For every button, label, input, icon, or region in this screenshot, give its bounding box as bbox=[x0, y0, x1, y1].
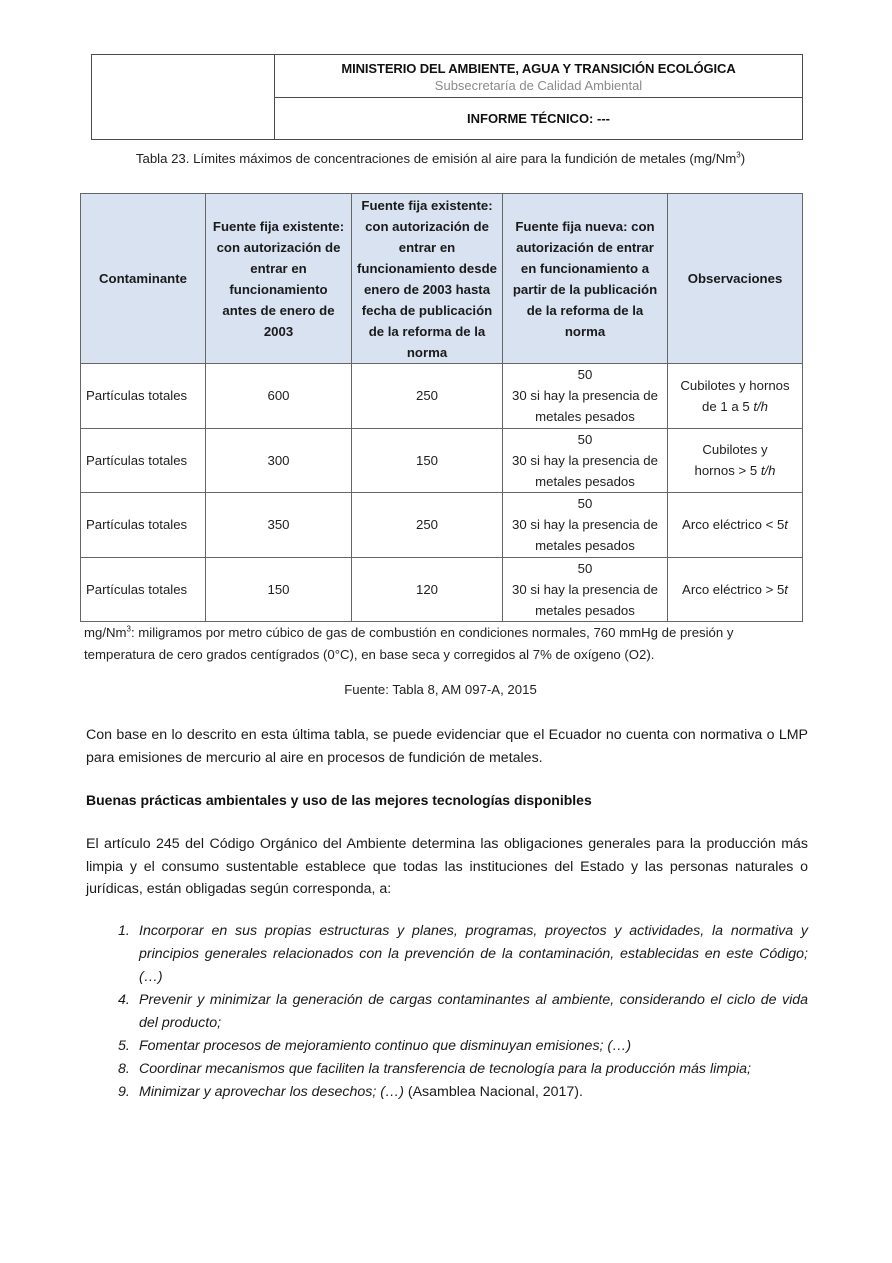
caption-superscript: 3 bbox=[736, 150, 741, 160]
cell-observations bbox=[668, 493, 803, 558]
subsecretariat-name: Subsecretaría de Calidad Ambiental bbox=[434, 78, 643, 93]
table-header-row bbox=[81, 194, 803, 364]
cell-observations bbox=[668, 428, 803, 493]
cell-new-source bbox=[503, 364, 668, 429]
list-item-citation: (Asamblea Nacional, 2017). bbox=[403, 1084, 583, 1100]
new-source-value: 50 bbox=[577, 367, 593, 383]
cell-existing-2003-reform: 250 bbox=[352, 493, 503, 558]
new-source-note: 30 si hay la presencia de metales pesados bbox=[512, 452, 658, 489]
new-source-note: 30 si hay la presencia de metales pesados bbox=[512, 517, 658, 554]
section-heading: Buenas prácticas ambientales y uso de las mejores tecnologías disponibles bbox=[86, 792, 592, 808]
footnote-unit: mg/Nm bbox=[84, 625, 127, 640]
report-title: INFORME TÉCNICO: --- bbox=[467, 111, 610, 126]
table-row bbox=[81, 493, 803, 558]
cell-existing-pre2003: 300 bbox=[206, 428, 352, 493]
observation-unit: t bbox=[784, 517, 788, 533]
cell-existing-pre2003: 350 bbox=[206, 493, 352, 558]
observation-unit: t bbox=[784, 581, 788, 597]
list-item bbox=[118, 989, 808, 1035]
cell-contaminant: Partículas totales bbox=[81, 557, 206, 622]
cell-existing-2003-reform: 150 bbox=[352, 428, 503, 493]
list-item bbox=[118, 920, 808, 989]
column-header-existing-2003-reform: Fuente fija existente: con autorización de entrar en funcionamiento desde enero de 2003 hasta fecha de publicación de la reforma de la norma bbox=[352, 194, 503, 364]
table-row bbox=[81, 364, 803, 429]
footnote-superscript: 3 bbox=[126, 624, 131, 634]
footnote-text: : miligramos por metro cúbico de gas de combustión en condiciones normales, 760 mmHg de presión y temperatura de cero grados centígrados (0°C), en base seca y corregidos al 7% de oxígeno (O2). bbox=[84, 625, 734, 662]
list-item-number: 1. bbox=[118, 923, 130, 939]
list-item-text: Fomentar procesos de mejoramiento continuo que disminuyan emisiones; (…) bbox=[139, 1038, 632, 1054]
observation-unit: t/h bbox=[760, 463, 776, 479]
column-header-existing-pre2003: Fuente fija existente: con autorización de entrar en funcionamiento antes de enero de 2003 bbox=[206, 194, 352, 364]
observation-unit: t/h bbox=[753, 398, 768, 414]
column-header-new-source: Fuente fija nueva: con autorización de entrar en funcionamiento a partir de la publicación de la reforma de la norma bbox=[503, 194, 668, 364]
paragraph-article-245: El artículo 245 del Código Orgánico del Ambiente determina las obligaciones generales para la producción más limpia y el consumo sustentable establece que todas las instituciones del Estado y las personas naturales o jurídicas, están obligadas según corresponda, a: bbox=[86, 836, 808, 897]
list-item bbox=[118, 1081, 808, 1104]
document-header bbox=[91, 54, 803, 140]
list-item-number: 8. bbox=[118, 1061, 130, 1077]
observation-text: Cubilotes y hornos > 5 bbox=[694, 442, 768, 479]
new-source-value: 50 bbox=[577, 496, 593, 512]
list-item-text: Incorporar en sus propias estructuras y planes, programas, proyectos y actividades, la normativa y principios generales relacionados con la prevención de la contaminación, establecidas en este Código; (…) bbox=[139, 923, 808, 985]
caption-suffix: ) bbox=[740, 151, 746, 166]
observation-text: Cubilotes y hornos de 1 a 5 bbox=[680, 377, 790, 414]
observation-text: Arco eléctrico < 5 bbox=[682, 517, 785, 533]
cell-observations bbox=[668, 557, 803, 622]
list-item bbox=[118, 1058, 808, 1081]
new-source-note: 30 si hay la presencia de metales pesados bbox=[512, 581, 658, 618]
cell-contaminant: Partículas totales bbox=[81, 428, 206, 493]
list-item-number: 9. bbox=[118, 1084, 130, 1100]
table-row bbox=[81, 557, 803, 622]
obligations-list bbox=[118, 920, 808, 1104]
new-source-value: 50 bbox=[577, 560, 593, 576]
caption-text: Tabla 23. Límites máximos de concentraciones de emisión al aire para la fundición de metales (mg/Nm bbox=[135, 151, 737, 166]
logo-placeholder bbox=[92, 55, 275, 139]
list-item-number: 5. bbox=[118, 1038, 130, 1054]
cell-existing-2003-reform: 250 bbox=[352, 364, 503, 429]
cell-existing-2003-reform: 120 bbox=[352, 557, 503, 622]
cell-new-source bbox=[503, 428, 668, 493]
table-row bbox=[81, 428, 803, 493]
emission-limits-table bbox=[80, 193, 803, 622]
list-item-number: 4. bbox=[118, 992, 130, 1008]
list-item bbox=[118, 1035, 808, 1058]
cell-contaminant: Partículas totales bbox=[81, 364, 206, 429]
column-header-contaminant: Contaminante bbox=[81, 194, 206, 364]
list-item-text: Prevenir y minimizar la generación de cargas contaminantes al ambiente, considerando el ciclo de vida del producto; bbox=[139, 992, 808, 1031]
cell-new-source bbox=[503, 557, 668, 622]
cell-new-source bbox=[503, 493, 668, 558]
cell-contaminant: Partículas totales bbox=[81, 493, 206, 558]
cell-existing-pre2003: 600 bbox=[206, 364, 352, 429]
column-header-observations: Observaciones bbox=[668, 194, 803, 364]
list-item-text: Coordinar mecanismos que faciliten la transferencia de tecnología para la producción más limpia; bbox=[139, 1061, 751, 1077]
paragraph-mercury-regulation: Con base en lo descrito en esta última tabla, se puede evidenciar que el Ecuador no cuenta con normativa o LMP para emisiones de mercurio al aire en procesos de fundición de metales. bbox=[86, 727, 808, 766]
observation-text: Arco eléctrico > 5 bbox=[682, 581, 785, 597]
new-source-note: 30 si hay la presencia de metales pesados bbox=[512, 388, 658, 425]
table-caption bbox=[80, 151, 801, 166]
cell-observations bbox=[668, 364, 803, 429]
new-source-value: 50 bbox=[577, 431, 593, 447]
cell-existing-pre2003: 150 bbox=[206, 557, 352, 622]
list-item-text: Minimizar y aprovechar los desechos; (…) bbox=[139, 1084, 404, 1100]
organization-block bbox=[275, 55, 802, 98]
header-info bbox=[275, 55, 802, 139]
table-source: Fuente: Tabla 8, AM 097-A, 2015 bbox=[344, 682, 537, 697]
table-footnote bbox=[84, 622, 804, 666]
organization-name: MINISTERIO DEL AMBIENTE, AGUA Y TRANSICIÓN ECOLÓGICA bbox=[341, 61, 736, 76]
